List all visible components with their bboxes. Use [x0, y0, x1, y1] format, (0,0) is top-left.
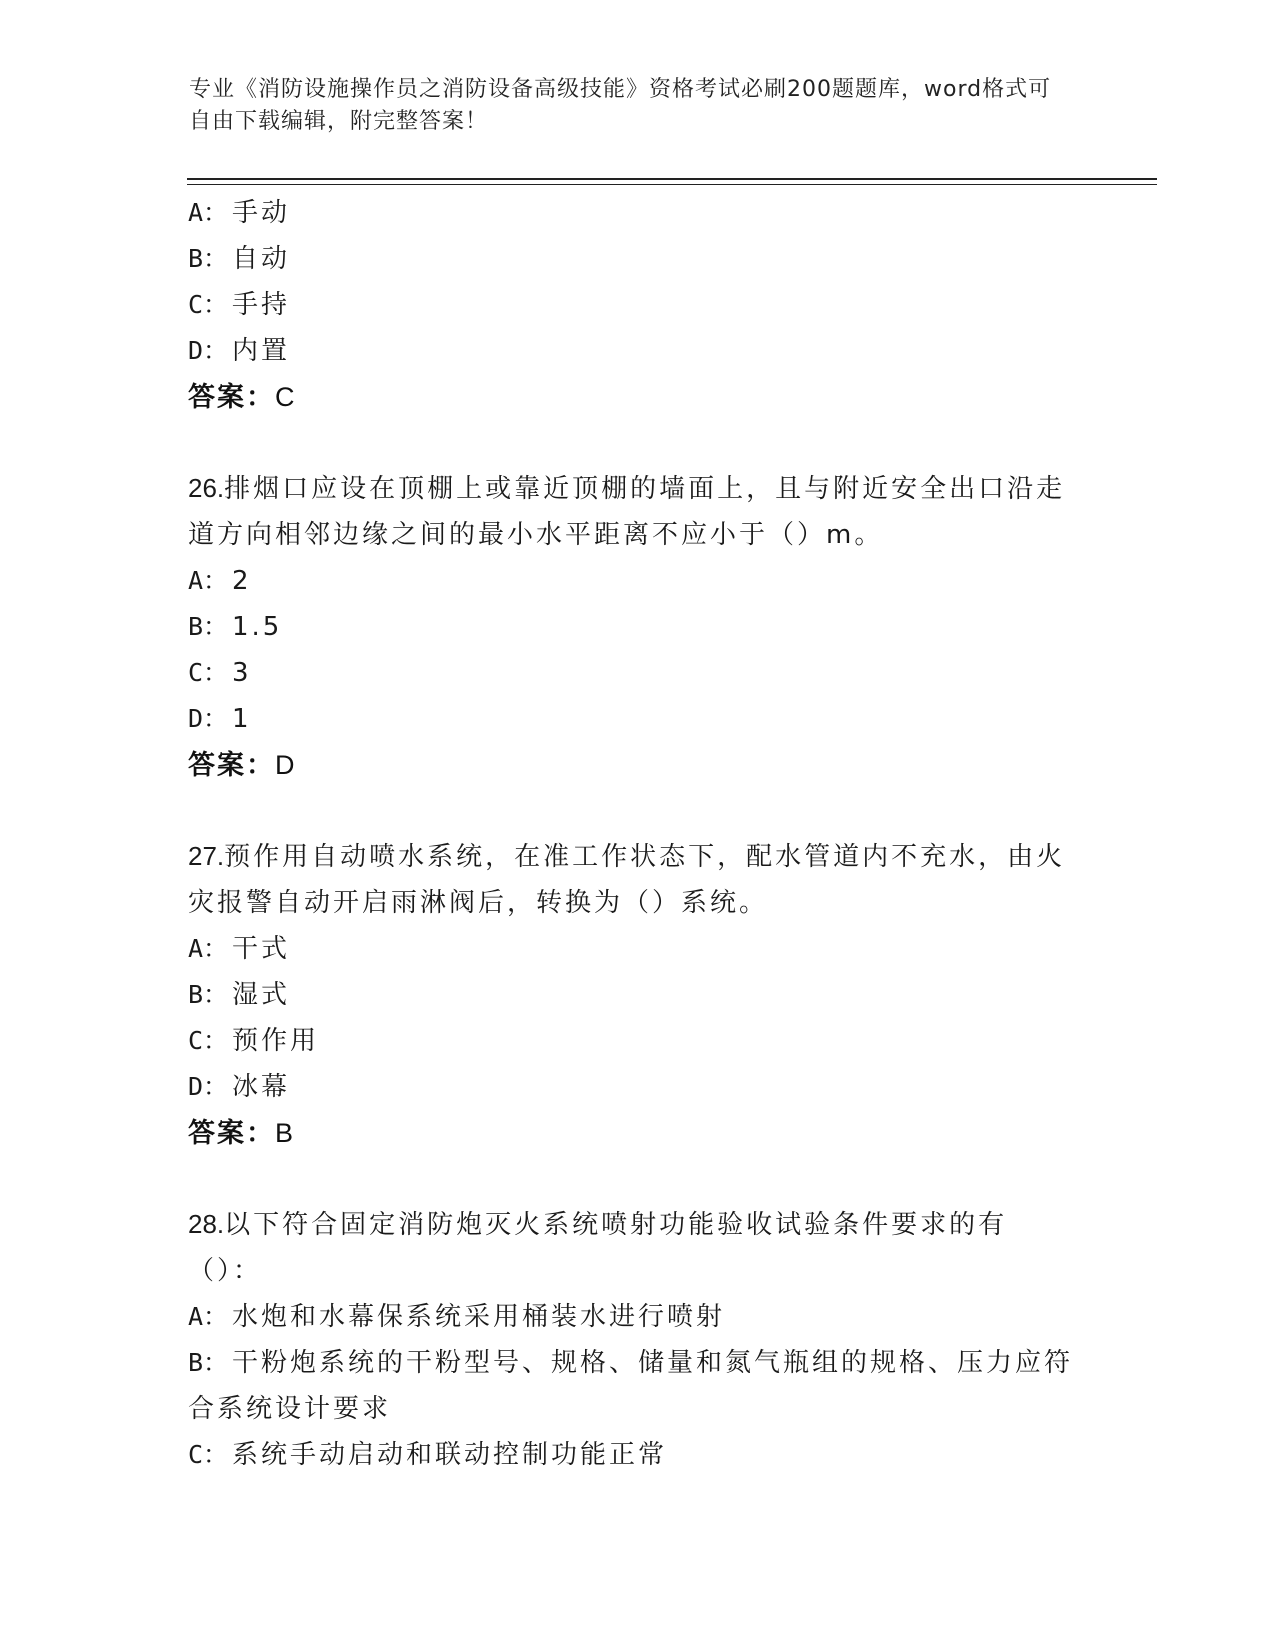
answer-label: 答案：	[188, 382, 275, 413]
option-text: 干式	[232, 934, 291, 964]
option-b	[188, 1340, 1078, 1432]
option-letter: C：	[188, 1026, 229, 1055]
option-text: 自动	[232, 244, 291, 274]
option-text: 2	[232, 566, 252, 596]
question-text: 以下符合固定消防炮灭火系统喷射功能验收试验条件要求的有（）：	[188, 1210, 1008, 1286]
option-c	[188, 1018, 1088, 1064]
option-text: 干粉炮系统的干粉型号、规格、储量和氮气瓶组的规格、压力应符合系统设计要求	[188, 1348, 1074, 1424]
option-b	[188, 972, 1088, 1018]
question-stem	[188, 833, 1078, 926]
option-letter: B：	[188, 244, 229, 273]
question-27	[188, 833, 1088, 1157]
option-c	[188, 282, 1088, 328]
answer-line	[188, 374, 1088, 421]
question-number: 27.	[188, 841, 225, 871]
option-text: 内置	[232, 336, 291, 366]
option-letter: A：	[188, 1302, 229, 1331]
header-rule-thick	[187, 178, 1157, 180]
question-stem	[188, 1201, 1078, 1294]
option-letter: C：	[188, 290, 229, 319]
option-d	[188, 328, 1088, 374]
question-stem	[188, 465, 1078, 558]
option-a	[188, 926, 1088, 972]
option-letter: C：	[188, 1440, 229, 1469]
continued-question	[188, 190, 1088, 421]
option-text: 水炮和水幕保系统采用桶装水进行喷射	[232, 1302, 726, 1332]
option-c	[188, 1432, 1088, 1478]
option-text: 1.5	[232, 612, 283, 642]
option-letter: B：	[188, 1348, 229, 1377]
question-content	[188, 190, 1088, 1478]
option-text: 手持	[232, 290, 291, 320]
answer-value: C	[275, 382, 297, 412]
answer-label: 答案：	[188, 750, 275, 781]
option-letter: D：	[188, 1072, 229, 1101]
option-text: 系统手动启动和联动控制功能正常	[232, 1440, 668, 1470]
option-letter: A：	[188, 934, 229, 963]
option-letter: B：	[188, 980, 229, 1009]
question-number: 26.	[188, 473, 225, 503]
option-letter: C：	[188, 658, 229, 687]
answer-value: B	[275, 1118, 296, 1148]
option-letter: A：	[188, 566, 229, 595]
option-text: 1	[232, 704, 252, 734]
option-b	[188, 604, 1088, 650]
option-letter: D：	[188, 336, 229, 365]
option-d	[188, 696, 1088, 742]
answer-label: 答案：	[188, 1118, 275, 1149]
document-header: 专业《消防设施操作员之消防设备高级技能》资格考试必刷200题题库，word格式可自由下载编辑，附完整答案！	[189, 77, 1052, 134]
answer-line	[188, 742, 1088, 789]
option-b	[188, 236, 1088, 282]
question-28	[188, 1201, 1088, 1478]
option-a	[188, 190, 1088, 236]
answer-line	[188, 1110, 1088, 1157]
header-rule-thin	[187, 184, 1157, 185]
option-text: 预作用	[232, 1026, 320, 1056]
question-number: 28.	[188, 1209, 225, 1239]
option-text: 冰幕	[232, 1072, 291, 1102]
question-26	[188, 465, 1088, 789]
answer-value: D	[275, 750, 297, 780]
option-letter: B：	[188, 612, 229, 641]
option-letter: D：	[188, 704, 229, 733]
option-text: 手动	[232, 198, 291, 228]
option-text: 湿式	[232, 980, 291, 1010]
option-text: 3	[232, 658, 252, 688]
question-text: 预作用自动喷水系统，在准工作状态下，配水管道内不充水，由火灾报警自动开启雨淋阀后，转换为（）系统。	[188, 842, 1066, 918]
question-text: 排烟口应设在顶棚上或靠近顶棚的墙面上，且与附近安全出口沿走道方向相邻边缘之间的最小水平距离不应小于（）m。	[188, 474, 1066, 550]
option-letter: A：	[188, 198, 229, 227]
option-a	[188, 1294, 1088, 1340]
option-d	[188, 1064, 1088, 1110]
option-c	[188, 650, 1088, 696]
option-a	[188, 558, 1088, 604]
